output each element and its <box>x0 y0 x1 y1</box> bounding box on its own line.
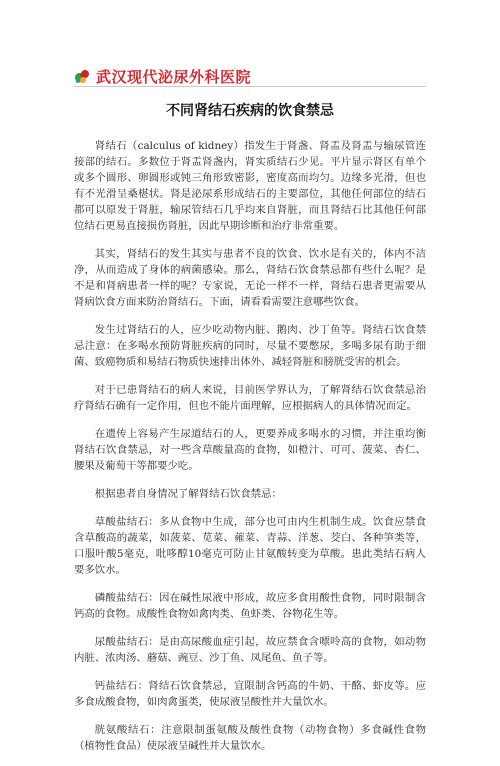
paragraph-phosphate: 磷酸盐结石：因在碱性尿液中形成，故应多食用酸性食物，同时限制含钙高的食物。成酸性食物如禽肉类、鱼虾类、谷物花生等。 <box>74 592 426 620</box>
paragraph-calcium: 钙盐结石：肾结石饮食禁忌，宜限制含钙高的牛奶、干酪、虾皮等。应多食成酸食物，如肉禽蛋类，使尿液呈酸性并大量饮水。 <box>74 680 426 708</box>
header <box>74 66 251 87</box>
document-body <box>74 138 426 766</box>
paragraph: 根据患者自身情况了解肾结石饮食禁忌： <box>94 488 282 500</box>
paragraph: 发生过肾结石的人，应少吃动物内脏、鹅肉、沙丁鱼等。肾结石饮食禁忌注意：在多喝水预防肾脏疾病的同时，尽量不要憋尿，多喝多尿有助于细菌、致癌物质和易结石物质快速排出体外、减轻肾脏和膀胱受害的机会。 <box>74 324 426 368</box>
document-title: 不同肾结石疾病的饮食禁忌 <box>166 103 334 119</box>
paragraph-urate: 尿酸盐结石：是由高尿酸血症引起，故应禁食含嘌呤高的食物，如动物内脏、浓肉汤、蘑菇、豌豆、沙丁鱼、凤尾鱼、鱼子等。 <box>74 636 426 664</box>
hospital-name: 武汉现代泌尿外科医院 <box>96 68 252 86</box>
paragraph: 在遗传上容易产生尿道结石的人，更要养成多喝水的习惯，并注重均衡肾结石饮食禁忌，对一些含草酸量高的食物，如橙汁、可可、菠菜、杏仁、腰果及葡萄干等都要少吃。 <box>74 428 426 472</box>
paragraph: 其实，肾结石的发生其实与患者不良的饮食、饮水是有关的，体内不洁净，从而造成了身体的病菌感染。那么，肾结石饮食禁忌都有些什么呢？是不是和肾病患者一样的呢？专家说，无论一样不一样，肾结石患者更需要从肾病饮食方面来防治肾结石。下面，请看看需要注意哪些饮食。 <box>74 248 426 308</box>
paragraph-intro: 肾结石（calculus of kidney）指发生于肾盏、肾盂及肾盂与输尿管连接部的结石。多数位于肾盂肾盏内，肾实质结石少见。平片显示肾区有单个或多个圆形、卵圆形或钝三角形致密影，密度高而均匀。边缘多光滑，但也有不光滑呈桑椹状。肾是泌尿系形成结石的主要部位，其他任何部位的结石都可以原发于肾脏，输尿管结石几乎均来自肾脏，而且肾结石比其他任何部位结石更易直接损伤肾脏，因此早期诊断和治疗非常重要。 <box>74 140 426 232</box>
hospital-logo-icon <box>74 69 90 85</box>
paragraph: 对于已患肾结石的病人来说，目前医学界认为，了解肾结石饮食禁忌治疗肾结石确有一定作用，但也不能片面理解，应根据病人的具体情况而定。 <box>74 384 426 412</box>
header-divider <box>74 86 426 87</box>
paragraph-oxalate: 草酸盐结石：多从食物中生成，部分也可由内生机制生成。饮食应禁食含草酸高的蔬菜，如菠菜、苋菜、蕹菜、青蒜、洋葱、茭白、各种笋类等，口服叶酸5毫克，吡哆醇10毫克可防止甘氨酸转变为草酸。患此类结石病人要多饮水。 <box>74 516 426 576</box>
paragraph-cystine: 胱氨酸结石：注意限制蛋氨酸及酸性食物（动物食物）多食碱性食物（植物性食品）使尿液呈碱性并大量饮水。 <box>74 724 426 752</box>
